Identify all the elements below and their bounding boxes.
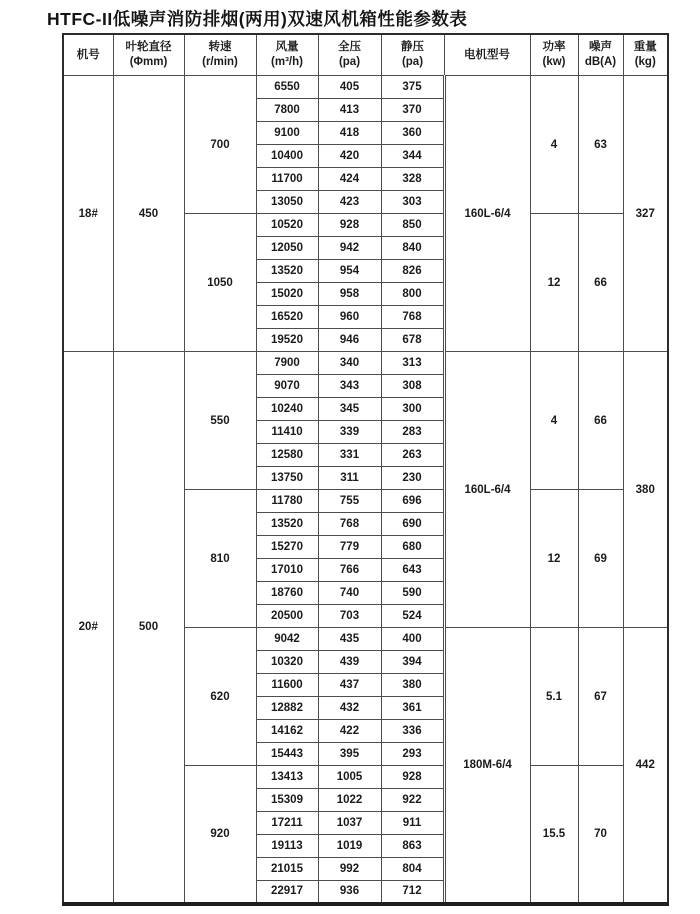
air-volume-cell: 14162 bbox=[256, 720, 318, 743]
air-volume-cell: 11410 bbox=[256, 421, 318, 444]
air-volume-cell: 13520 bbox=[256, 260, 318, 283]
total-pressure-cell: 437 bbox=[318, 674, 381, 697]
static-pressure-cell: 230 bbox=[381, 467, 444, 490]
static-pressure-cell: 400 bbox=[381, 628, 444, 651]
motor-model-cell: 180M-6/4 bbox=[444, 628, 530, 904]
header-unit: (kg) bbox=[634, 56, 656, 68]
air-volume-cell: 11780 bbox=[256, 490, 318, 513]
noise-cell: 67 bbox=[578, 628, 623, 766]
static-pressure-cell: 293 bbox=[381, 743, 444, 766]
air-volume-cell: 10520 bbox=[256, 214, 318, 237]
total-pressure-cell: 958 bbox=[318, 283, 381, 306]
total-pressure-cell: 755 bbox=[318, 490, 381, 513]
header-label: 电机型号 bbox=[464, 48, 510, 61]
total-pressure-cell: 343 bbox=[318, 375, 381, 398]
static-pressure-cell: 590 bbox=[381, 582, 444, 605]
header-unit: (Φmm) bbox=[129, 56, 168, 68]
total-pressure-cell: 418 bbox=[318, 122, 381, 145]
total-pressure-cell: 936 bbox=[318, 881, 381, 904]
header-label: 转速 bbox=[208, 41, 232, 54]
weight-cell: 327 bbox=[623, 76, 668, 352]
header-unit: (pa) bbox=[401, 56, 424, 68]
power-cell: 4 bbox=[530, 76, 578, 214]
static-pressure-cell: 804 bbox=[381, 858, 444, 881]
header-speed bbox=[184, 34, 256, 76]
total-pressure-cell: 954 bbox=[318, 260, 381, 283]
air-volume-cell: 13520 bbox=[256, 513, 318, 536]
speed-cell: 920 bbox=[184, 766, 256, 904]
total-pressure-cell: 1022 bbox=[318, 789, 381, 812]
header-weight bbox=[623, 34, 668, 76]
air-volume-cell: 10400 bbox=[256, 145, 318, 168]
total-pressure-cell: 740 bbox=[318, 582, 381, 605]
total-pressure-cell: 432 bbox=[318, 697, 381, 720]
air-volume-cell: 12882 bbox=[256, 697, 318, 720]
static-pressure-cell: 300 bbox=[381, 398, 444, 421]
air-volume-cell: 17010 bbox=[256, 559, 318, 582]
header-unit: (m³/h) bbox=[271, 56, 303, 68]
air-volume-cell: 15443 bbox=[256, 743, 318, 766]
air-volume-cell: 11700 bbox=[256, 168, 318, 191]
static-pressure-cell: 928 bbox=[381, 766, 444, 789]
air-volume-cell: 17211 bbox=[256, 812, 318, 835]
total-pressure-cell: 340 bbox=[318, 352, 381, 375]
static-pressure-cell: 712 bbox=[381, 881, 444, 904]
air-volume-cell: 15270 bbox=[256, 536, 318, 559]
total-pressure-cell: 1005 bbox=[318, 766, 381, 789]
static-pressure-cell: 850 bbox=[381, 214, 444, 237]
header-label: 风量 bbox=[275, 41, 299, 54]
total-pressure-cell: 960 bbox=[318, 306, 381, 329]
static-pressure-cell: 336 bbox=[381, 720, 444, 743]
static-pressure-cell: 768 bbox=[381, 306, 444, 329]
table-row bbox=[63, 76, 668, 99]
total-pressure-cell: 413 bbox=[318, 99, 381, 122]
weight-cell: 380 bbox=[623, 352, 668, 628]
total-pressure-cell: 1037 bbox=[318, 812, 381, 835]
total-pressure-cell: 766 bbox=[318, 559, 381, 582]
header-motor-model bbox=[444, 34, 530, 76]
header-unit: (kw) bbox=[542, 56, 566, 68]
static-pressure-cell: 361 bbox=[381, 697, 444, 720]
total-pressure-cell: 439 bbox=[318, 651, 381, 674]
table-body bbox=[63, 76, 668, 904]
total-pressure-cell: 928 bbox=[318, 214, 381, 237]
air-volume-cell: 15309 bbox=[256, 789, 318, 812]
header-label: 静压 bbox=[401, 41, 424, 54]
total-pressure-cell: 311 bbox=[318, 467, 381, 490]
air-volume-cell: 21015 bbox=[256, 858, 318, 881]
air-volume-cell: 12580 bbox=[256, 444, 318, 467]
header-label: 功率 bbox=[542, 41, 566, 54]
noise-cell: 66 bbox=[578, 352, 623, 490]
air-volume-cell: 20500 bbox=[256, 605, 318, 628]
noise-cell: 69 bbox=[578, 490, 623, 628]
air-volume-cell: 9042 bbox=[256, 628, 318, 651]
speed-cell: 1050 bbox=[184, 214, 256, 352]
power-cell: 12 bbox=[530, 214, 578, 352]
static-pressure-cell: 800 bbox=[381, 283, 444, 306]
static-pressure-cell: 826 bbox=[381, 260, 444, 283]
air-volume-cell: 12050 bbox=[256, 237, 318, 260]
total-pressure-cell: 395 bbox=[318, 743, 381, 766]
motor-model-cell: 160L-6/4 bbox=[444, 76, 530, 352]
static-pressure-cell: 313 bbox=[381, 352, 444, 375]
total-pressure-cell: 779 bbox=[318, 536, 381, 559]
total-pressure-cell: 992 bbox=[318, 858, 381, 881]
total-pressure-cell: 768 bbox=[318, 513, 381, 536]
air-volume-cell: 16520 bbox=[256, 306, 318, 329]
total-pressure-cell: 405 bbox=[318, 76, 381, 99]
air-volume-cell: 18760 bbox=[256, 582, 318, 605]
air-volume-cell: 13050 bbox=[256, 191, 318, 214]
air-volume-cell: 11600 bbox=[256, 674, 318, 697]
air-volume-cell: 13750 bbox=[256, 467, 318, 490]
header-label: 重量 bbox=[633, 41, 657, 54]
header-unit: (pa) bbox=[338, 56, 361, 68]
total-pressure-cell: 435 bbox=[318, 628, 381, 651]
static-pressure-cell: 263 bbox=[381, 444, 444, 467]
air-volume-cell: 10240 bbox=[256, 398, 318, 421]
speed-cell: 620 bbox=[184, 628, 256, 766]
speed-cell: 550 bbox=[184, 352, 256, 490]
weight-cell: 442 bbox=[623, 628, 668, 904]
air-volume-cell: 9100 bbox=[256, 122, 318, 145]
air-volume-cell: 22917 bbox=[256, 881, 318, 904]
air-volume-cell: 9070 bbox=[256, 375, 318, 398]
static-pressure-cell: 308 bbox=[381, 375, 444, 398]
total-pressure-cell: 423 bbox=[318, 191, 381, 214]
static-pressure-cell: 344 bbox=[381, 145, 444, 168]
speed-cell: 700 bbox=[184, 76, 256, 214]
static-pressure-cell: 696 bbox=[381, 490, 444, 513]
noise-cell: 63 bbox=[578, 76, 623, 214]
static-pressure-cell: 680 bbox=[381, 536, 444, 559]
static-pressure-cell: 328 bbox=[381, 168, 444, 191]
total-pressure-cell: 946 bbox=[318, 329, 381, 352]
power-cell: 12 bbox=[530, 490, 578, 628]
static-pressure-cell: 375 bbox=[381, 76, 444, 99]
static-pressure-cell: 360 bbox=[381, 122, 444, 145]
header-unit: dB(A) bbox=[584, 56, 617, 68]
impeller-diameter-cell: 450 bbox=[113, 76, 184, 352]
motor-model-cell: 160L-6/4 bbox=[444, 352, 530, 628]
static-pressure-cell: 911 bbox=[381, 812, 444, 835]
power-cell: 5.1 bbox=[530, 628, 578, 766]
fan-no-cell: 20# bbox=[63, 352, 113, 904]
header-impeller-diameter bbox=[113, 34, 184, 76]
total-pressure-cell: 331 bbox=[318, 444, 381, 467]
air-volume-cell: 13413 bbox=[256, 766, 318, 789]
static-pressure-cell: 922 bbox=[381, 789, 444, 812]
static-pressure-cell: 524 bbox=[381, 605, 444, 628]
total-pressure-cell: 424 bbox=[318, 168, 381, 191]
total-pressure-cell: 703 bbox=[318, 605, 381, 628]
static-pressure-cell: 394 bbox=[381, 651, 444, 674]
static-pressure-cell: 643 bbox=[381, 559, 444, 582]
header-static-pressure bbox=[381, 34, 444, 76]
air-volume-cell: 10320 bbox=[256, 651, 318, 674]
static-pressure-cell: 283 bbox=[381, 421, 444, 444]
table-row bbox=[63, 352, 668, 375]
air-volume-cell: 19113 bbox=[256, 835, 318, 858]
header-air-volume bbox=[256, 34, 318, 76]
air-volume-cell: 19520 bbox=[256, 329, 318, 352]
noise-cell: 66 bbox=[578, 214, 623, 352]
air-volume-cell: 15020 bbox=[256, 283, 318, 306]
static-pressure-cell: 678 bbox=[381, 329, 444, 352]
fan-performance-table bbox=[62, 33, 669, 906]
power-cell: 15.5 bbox=[530, 766, 578, 904]
static-pressure-cell: 370 bbox=[381, 99, 444, 122]
total-pressure-cell: 339 bbox=[318, 421, 381, 444]
total-pressure-cell: 345 bbox=[318, 398, 381, 421]
air-volume-cell: 6550 bbox=[256, 76, 318, 99]
static-pressure-cell: 690 bbox=[381, 513, 444, 536]
fan-no-cell: 18# bbox=[63, 76, 113, 352]
header-unit: (r/min) bbox=[202, 56, 238, 68]
static-pressure-cell: 840 bbox=[381, 237, 444, 260]
static-pressure-cell: 303 bbox=[381, 191, 444, 214]
header-label: 噪声 bbox=[589, 41, 612, 54]
table-header-row bbox=[63, 34, 668, 76]
power-cell: 4 bbox=[530, 352, 578, 490]
header-label: 全压 bbox=[338, 41, 361, 54]
header-label: 机号 bbox=[76, 48, 100, 61]
total-pressure-cell: 1019 bbox=[318, 835, 381, 858]
page-title: HTFC-II低噪声消防排烟(两用)双速风机箱性能参数表 bbox=[47, 9, 468, 29]
header-total-pressure bbox=[318, 34, 381, 76]
air-volume-cell: 7800 bbox=[256, 99, 318, 122]
total-pressure-cell: 942 bbox=[318, 237, 381, 260]
impeller-diameter-cell: 500 bbox=[113, 352, 184, 904]
total-pressure-cell: 420 bbox=[318, 145, 381, 168]
air-volume-cell: 7900 bbox=[256, 352, 318, 375]
static-pressure-cell: 863 bbox=[381, 835, 444, 858]
static-pressure-cell: 380 bbox=[381, 674, 444, 697]
header-label: 叶轮直径 bbox=[125, 41, 172, 54]
header-fan-no bbox=[63, 34, 113, 76]
header-noise bbox=[578, 34, 623, 76]
header-power bbox=[530, 34, 578, 76]
noise-cell: 70 bbox=[578, 766, 623, 904]
speed-cell: 810 bbox=[184, 490, 256, 628]
total-pressure-cell: 422 bbox=[318, 720, 381, 743]
